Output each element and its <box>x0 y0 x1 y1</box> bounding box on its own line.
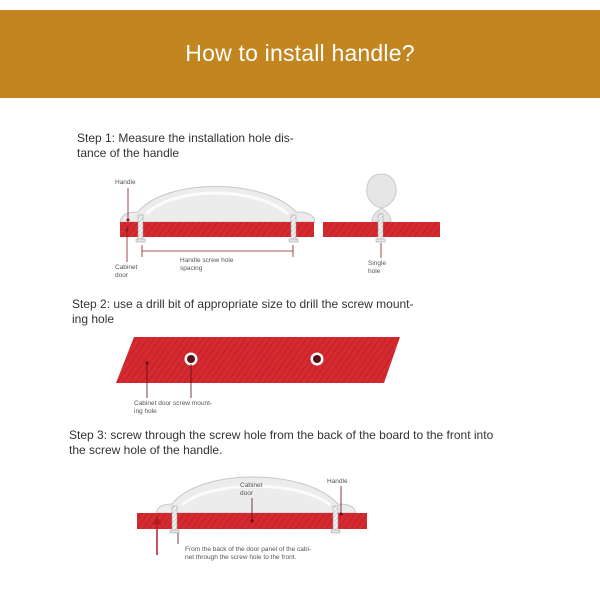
step1-label-spacing-2: spacing <box>180 264 203 272</box>
step2-line1: Step 2: use a drill bit of appropriate size to drill the screw mount- <box>72 297 414 311</box>
step1-label-handle: Handle <box>115 179 136 186</box>
step1-screw-head-single <box>376 239 385 242</box>
step3-screw-right <box>333 506 338 532</box>
step1-label-single: Single <box>368 260 387 267</box>
step2-label-mount-hole <box>134 400 212 415</box>
step2-line2: ing hole <box>72 312 115 326</box>
step1-screw-left <box>138 215 143 241</box>
step3-note-1: From the back of the door panel of the cabi- <box>185 546 312 553</box>
step1-cabinet-door <box>120 222 314 237</box>
step1-screw-head-right <box>289 239 298 242</box>
step3-label-note <box>185 546 311 561</box>
step3-screw-left <box>172 506 177 532</box>
page-title: How to install handle? <box>185 40 415 66</box>
step2-title <box>72 297 414 327</box>
step3-line2: the screw hole of the handle. <box>69 443 223 457</box>
step1-handle <box>120 187 315 223</box>
step1-title <box>77 131 294 161</box>
step3-label-cabinet-door <box>240 482 262 497</box>
step1-screw-single <box>378 214 383 241</box>
step1-label-hole: hole <box>368 267 381 275</box>
step3-line1: Step 3: screw through the screw hole from the back of the board to the front into <box>69 428 494 442</box>
step3-label-door: door <box>240 489 254 497</box>
step1-label-door: door <box>115 271 129 279</box>
step2-cabinet-door <box>116 337 400 383</box>
step3-label-cabinet: Cabinet <box>240 482 263 489</box>
step3-note-2: net through the screw hole to the front. <box>185 553 297 561</box>
step1-label-cabinet: Cabinet <box>115 264 138 271</box>
step2-label-mount-2: ing hole <box>134 407 157 415</box>
step1-line2: tance of the handle <box>77 146 180 160</box>
step1-screw-head-left <box>136 239 145 242</box>
step1-line1: Step 1: Measure the installation hole dis- <box>77 131 294 145</box>
step1-label-spacing <box>180 257 233 272</box>
step3-title <box>69 428 493 458</box>
step1-screw-right <box>291 215 296 241</box>
step1-label-single-hole <box>368 260 386 275</box>
step3-label-handle: Handle <box>327 478 348 485</box>
step2-label-mount-1: Cabinet door screw mount- <box>134 400 213 407</box>
step1-label-cabinet-door <box>115 264 137 279</box>
step1-label-spacing-1: Handle screw hole <box>180 257 234 264</box>
